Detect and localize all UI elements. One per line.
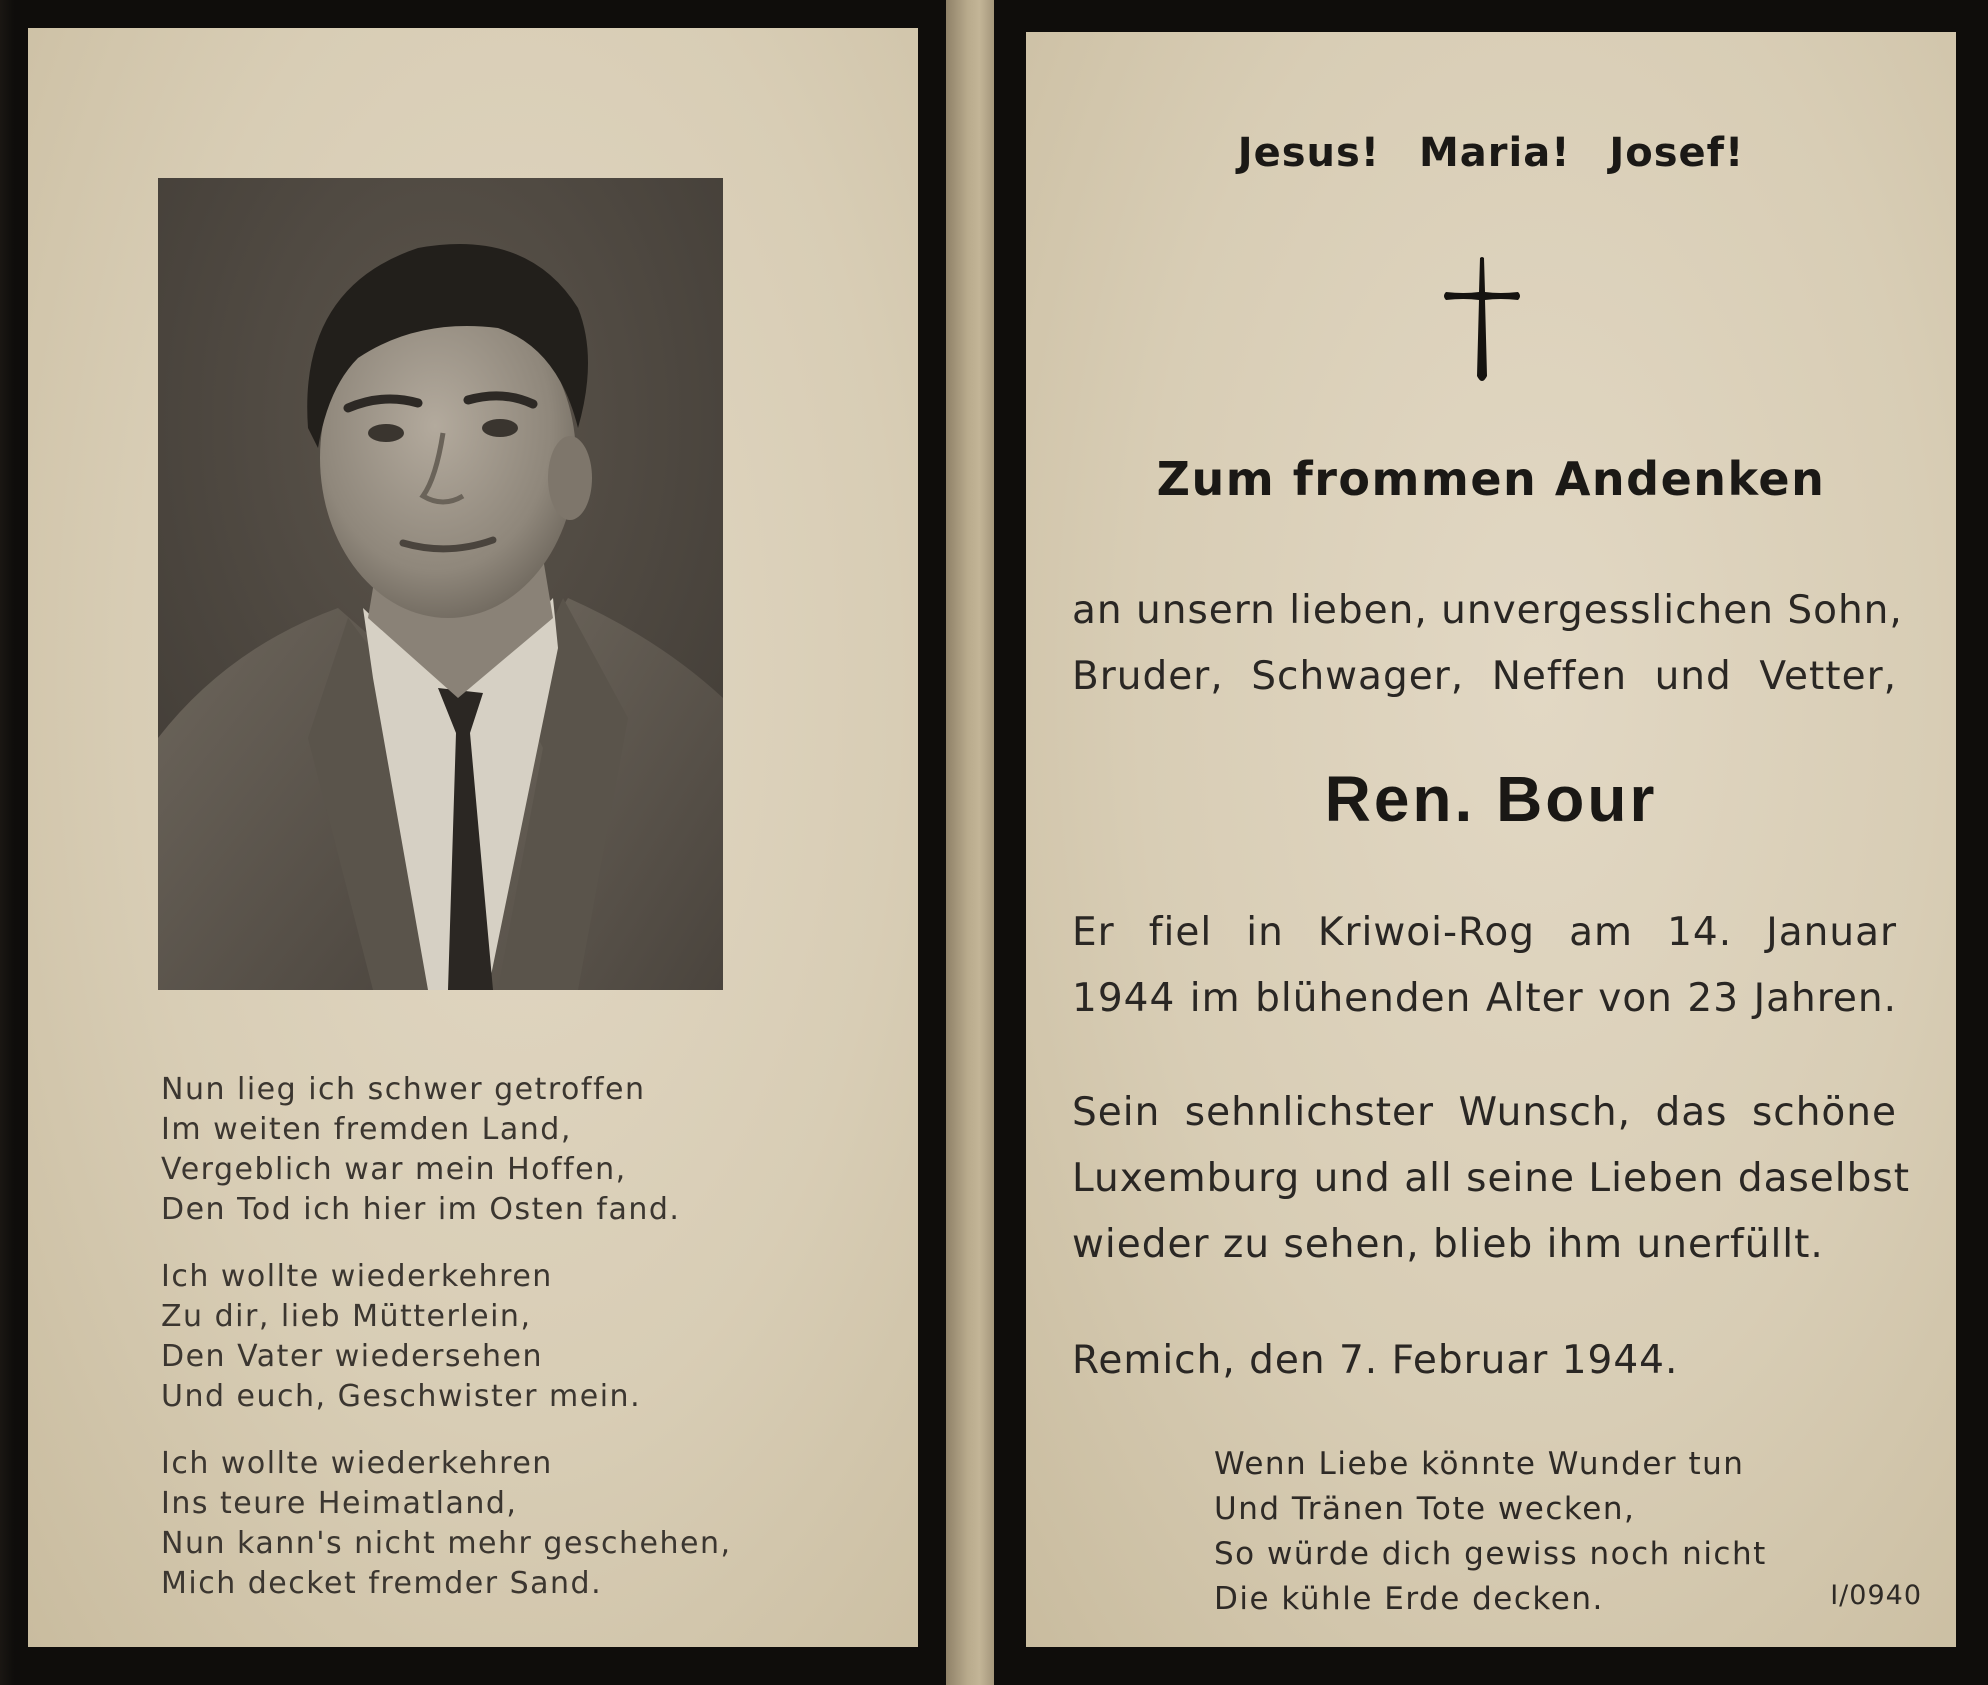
deceased-name: Ren. Bour <box>1324 763 1658 835</box>
card-fold-gap <box>946 0 994 1685</box>
verse-line: Und Tränen Tote wecken, <box>1214 1491 1636 1527</box>
latin-cross-icon <box>1442 256 1522 386</box>
wish-line: wieder zu sehen, blieb ihm unerfüllt. <box>1072 1222 1824 1267</box>
portrait-photo <box>158 178 723 990</box>
verse-line: Die kühle Erde decken. <box>1214 1581 1604 1617</box>
death-details <box>1072 900 1897 1032</box>
poem-line: Den Vater wiedersehen <box>161 1339 544 1374</box>
poem-line: Nun lieg ich schwer getroffen <box>161 1072 646 1107</box>
poem-line: Den Tod ich hier im Osten fand. <box>161 1192 681 1227</box>
right-card <box>994 0 1988 1685</box>
poem-stanza <box>161 1257 781 1417</box>
verse-line: So würde dich gewiss noch nicht <box>1214 1536 1767 1572</box>
poem-line: Zu dir, lieb Mütterlein, <box>161 1299 532 1334</box>
wish-line: Luxemburg und all seine Lieben daselbst <box>1072 1156 1911 1201</box>
place-date-line: Remich, den 7. Februar 1944. <box>1072 1338 1679 1383</box>
poem-line: Vergeblich war mein Hoffen, <box>161 1152 627 1187</box>
right-card-paper <box>1026 32 1956 1647</box>
catalog-number: I/0940 <box>1830 1580 1922 1611</box>
dedication-line: an unsern lieben, unvergesslichen Sohn, <box>1072 588 1903 633</box>
invocation-heading: Jesus! Maria! Josef! <box>1237 130 1745 176</box>
poem-stanza <box>161 1444 781 1604</box>
poem-line: Mich decket fremder Sand. <box>161 1566 603 1601</box>
dedication-text <box>1072 578 1903 710</box>
poem-line: Und euch, Geschwister mein. <box>161 1379 642 1414</box>
left-card <box>0 0 946 1685</box>
verse-line: Wenn Liebe könnte Wunder tun <box>1214 1446 1745 1482</box>
wish-paragraph <box>1072 1080 1911 1278</box>
poem-line: Nun kann's nicht mehr geschehen, <box>161 1526 732 1561</box>
wish-line: Sein sehnlichster Wunsch, das schöne <box>1072 1090 1897 1135</box>
memorial-title: Zum frommen Andenken <box>1156 452 1826 506</box>
dedication-line: Bruder, Schwager, Neffen und Vetter, <box>1072 654 1897 699</box>
poem-line: Ich wollte wiederkehren <box>161 1259 553 1294</box>
place-date <box>1072 1328 1897 1394</box>
poem-line: Im weiten fremden Land, <box>161 1112 572 1147</box>
closing-verse <box>1214 1442 1767 1622</box>
poem-stanza <box>161 1070 781 1230</box>
poem-line: Ins teure Heimatland, <box>161 1486 518 1521</box>
poem-line: Ich wollte wiederkehren <box>161 1446 553 1481</box>
death-details-line: Er fiel in Kriwoi-Rog am 14. Januar <box>1072 910 1897 955</box>
death-details-line: 1944 im blühenden Alter von 23 Jahren. <box>1072 976 1897 1021</box>
left-card-paper <box>28 28 918 1647</box>
